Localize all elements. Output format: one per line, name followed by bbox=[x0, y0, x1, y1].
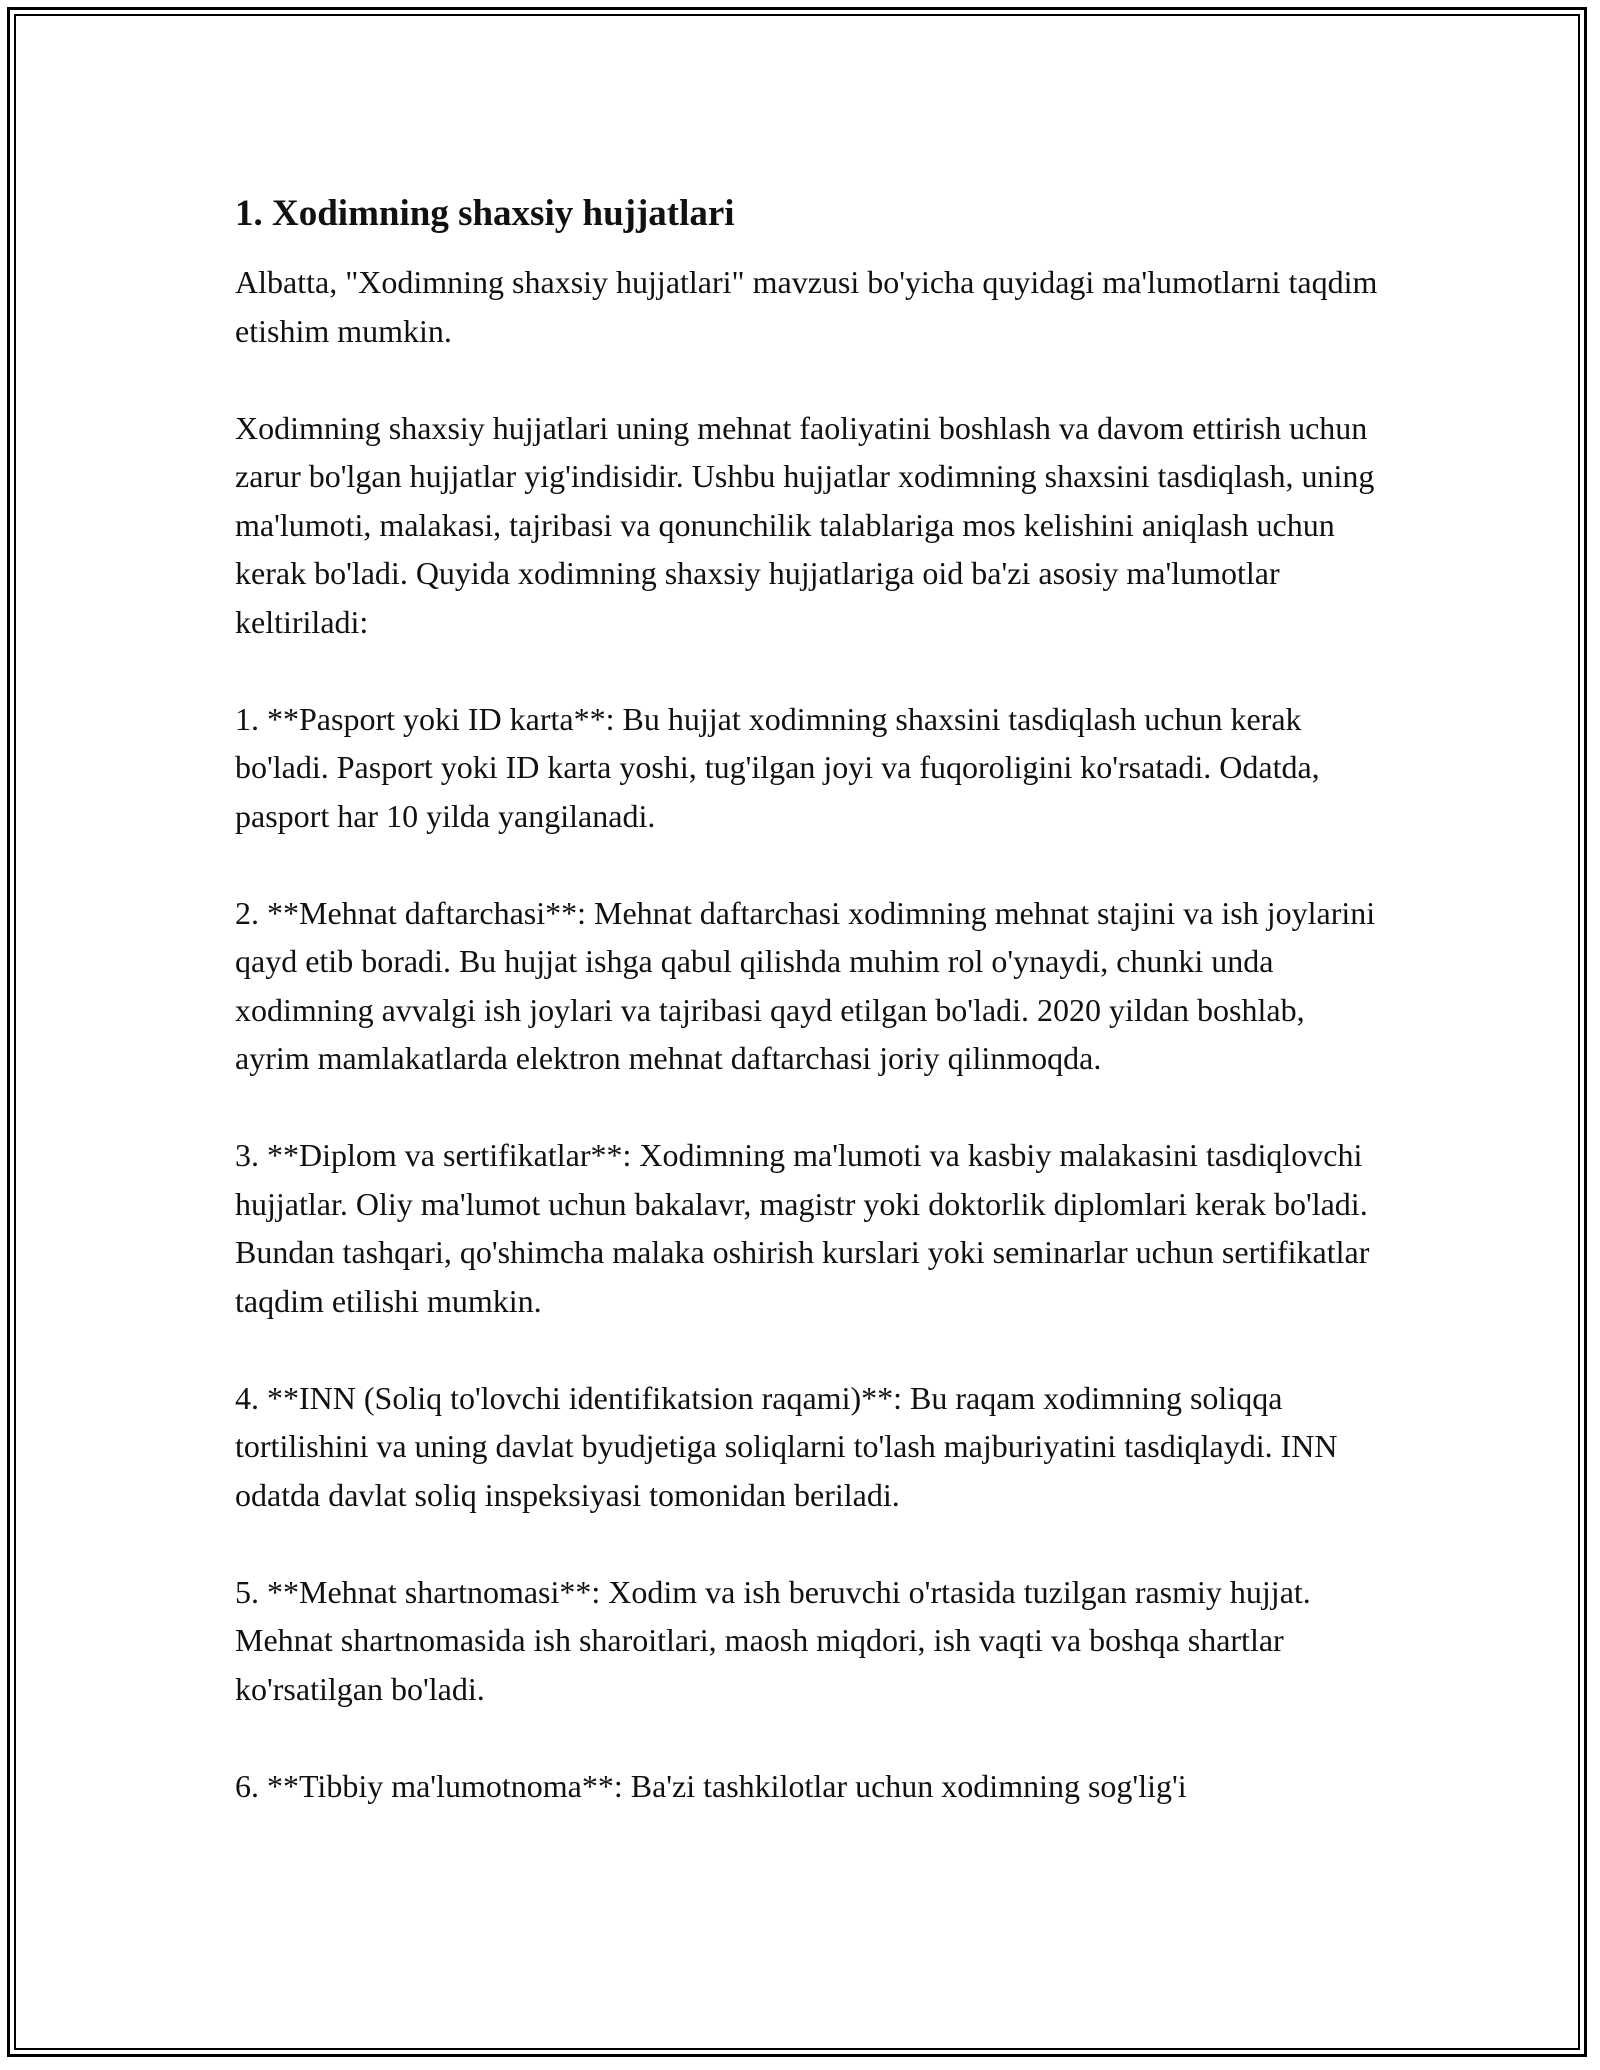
list-item-work-book: 2. **Mehnat daftarchasi**: Mehnat daftarchasi xodimning mehnat stajini va ish joylarini qayd etib boradi. Bu hujjat ishga qabul qilishda muhim rol o'ynaydi, chunki unda xodimning avvalgi ish joylari va tajribasi qayd etilgan bo'ladi. 2020 yildan boshlab, ayrim mamlakatlarda elektron mehnat daftarchasi joriy qilinmoqda. bbox=[235, 894, 1376, 1076]
list-item-contract: 5. **Mehnat shartnomasi**: Xodim va ish beruvchi o'rtasida tuzilgan rasmiy hujjat. Mehnat shartnomasida ish sharoitlari, maosh miqdori, ish vaqti va boshqa shartlar ko'rsatilgan bo'ladi. bbox=[235, 1573, 1311, 1707]
overview-paragraph: Xodimning shaxsiy hujjatlari uning mehnat faoliyatini boshlash va davom ettirish uchun zarur bo'lgan hujjatlar yig'indisidir. Ushbu hujjatlar xodimning shaxsini tasdiqlash, uning ma'lumoti, malakasi, tajribasi va qonunchilik talablariga mos kelishini aniqlash uchun kerak bo'ladi. Quyida xodimning shaxsiy hujjatlariga oid ba'zi asosiy ma'lumotlar keltiriladi: bbox=[235, 409, 1375, 640]
list-item-inn: 4. **INN (Soliq to'lovchi identifikatsion raqami)**: Bu raqam xodimning soliqqa tortilishini va uning davlat byudjetiga soliqlarni to'lash majburiyatini tasdiqlaydi. INN odatda davlat soliq inspeksiyasi tomonidan beriladi. bbox=[235, 1379, 1338, 1513]
list-item-medical: 6. **Tibbiy ma'lumotnoma**: Ba'zi tashkilotlar uchun xodimning sog'lig'i bbox=[235, 1767, 1187, 1804]
document-body bbox=[235, 190, 1380, 1859]
list-item-diploma: 3. **Diplom va sertifikatlar**: Xodimning ma'lumoti va kasbiy malakasini tasdiqlovchi hujjatlar. Oliy ma'lumot uchun bakalavr, magistr yoki doktorlik diplomlari kerak bo'ladi. Bundan tashqari, qo'shimcha malaka oshirish kurslari yoki seminarlar uchun sertifikatlar taqdim etilishi mumkin. bbox=[235, 1137, 1370, 1319]
document-title: 1. Xodimning shaxsiy hujjatlari bbox=[235, 193, 735, 234]
intro-paragraph: Albatta, "Xodimning shaxsiy hujjatlari" mavzusi bo'yicha quyidagi ma'lumotlarni taqdim etishim mumkin. bbox=[235, 264, 1378, 349]
list-item-passport: 1. **Pasport yoki ID karta**: Bu hujjat xodimning shaxsini tasdiqlash uchun kerak bo'ladi. Pasport yoki ID karta yoshi, tug'ilgan joyi va fuqoroligini ko'rsatadi. Odatda, pasport har 10 yilda yangilanadi. bbox=[235, 700, 1320, 834]
